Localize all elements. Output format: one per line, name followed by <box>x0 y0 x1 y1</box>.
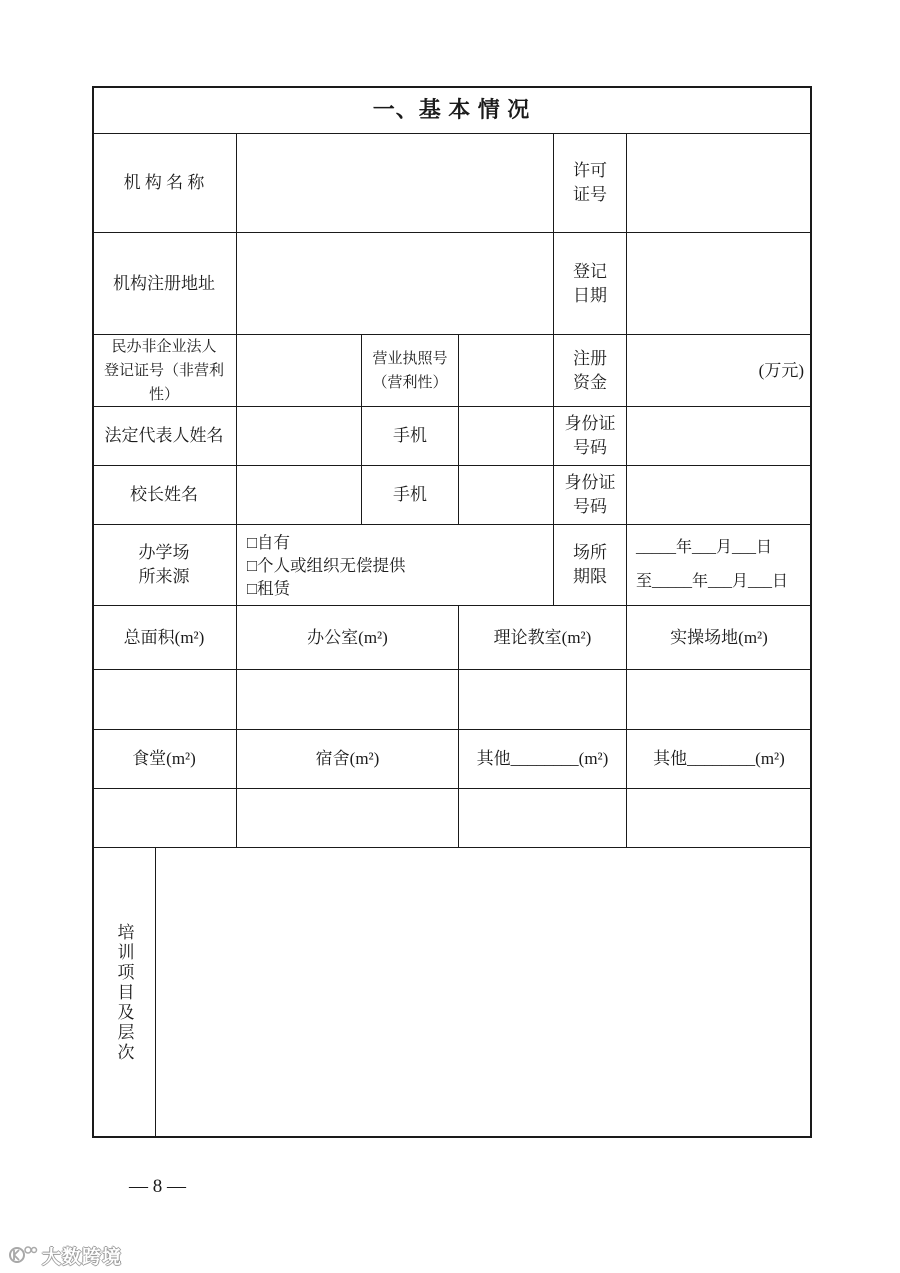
reg-address-label-cell <box>92 233 237 335</box>
principal-id-value-cell <box>627 466 812 525</box>
area-header-classroom-label: 理论教室(m²) <box>493 627 592 647</box>
principal-name-label-cell <box>92 466 237 525</box>
area-header-dormitory-label: 宿舍(m²) <box>315 749 380 768</box>
nonprofit-cert-label-line: 登记证号（非营利 <box>103 362 224 379</box>
area-value-dormitory-cell <box>237 789 459 848</box>
license-no-label-line: 证号 <box>573 185 607 204</box>
area-value-office-cell <box>237 670 459 730</box>
reg-capital-unit: (万元) <box>758 360 804 380</box>
watermark <box>8 1241 122 1269</box>
business-license-label-line: （营利性） <box>372 374 448 391</box>
area-header-other-1 <box>459 730 627 789</box>
business-license-label-cell <box>362 335 459 407</box>
legal-rep-phone-value-cell <box>459 407 554 466</box>
org-name-label-cell <box>92 134 237 233</box>
venue-source-options-cell <box>237 525 554 606</box>
principal-phone-label: 手机 <box>393 485 427 504</box>
area-header-dormitory <box>237 730 459 789</box>
principal-name-value-cell <box>237 466 362 525</box>
area-header-canteen <box>92 730 237 789</box>
reg-date-label-line: 登记 <box>573 261 607 281</box>
venue-term-dates-cell <box>627 525 812 606</box>
reg-capital-label-line: 资金 <box>573 372 607 392</box>
nonprofit-cert-value-cell <box>237 335 362 407</box>
reg-address-label: 机构注册地址 <box>113 273 215 293</box>
venue-source-label-line: 办学场 <box>138 543 190 562</box>
license-no-label-line: 许可 <box>573 161 607 180</box>
area-header-practice-label: 实操场地(m²) <box>670 627 768 647</box>
legal-rep-id-label-line: 身份证 <box>564 414 616 433</box>
venue-term-start-date: _____年___月___日 <box>636 539 773 556</box>
venue-term-label-line: 期限 <box>573 567 607 586</box>
area-header-canteen-label: 食堂(m²) <box>132 749 196 768</box>
nonprofit-cert-label-cell <box>92 335 237 407</box>
area-value-other-1-cell <box>459 789 627 848</box>
area-header-total-label: 总面积(m²) <box>123 627 205 647</box>
area-value-classroom-cell <box>459 670 627 730</box>
nonprofit-cert-label-line: 性） <box>148 386 179 403</box>
legal-rep-name-value-cell <box>237 407 362 466</box>
business-license-value-cell <box>459 335 554 407</box>
area-header-other-2 <box>627 730 812 789</box>
area-value-canteen-cell <box>92 789 237 848</box>
venue-source-label-line: 所来源 <box>138 567 190 586</box>
page-number: — 8 — <box>129 1176 186 1197</box>
watermark-text: 大数跨境 <box>42 1245 123 1268</box>
reg-capital-label-line: 注册 <box>573 348 607 368</box>
section-title-text: 一、基 本 情 况 <box>372 96 531 122</box>
venue-source-option-leased: □租赁 <box>247 578 290 598</box>
legal-rep-phone-label: 手机 <box>393 426 427 445</box>
legal-rep-name-label-cell <box>92 407 237 466</box>
area-value-other-2-cell <box>627 789 812 848</box>
license-no-label-cell <box>554 134 627 233</box>
area-header-other-1-label: 其他________(m²) <box>476 749 609 768</box>
area-header-classroom <box>459 606 627 670</box>
area-header-office <box>237 606 459 670</box>
venue-term-label-line: 场所 <box>573 543 607 562</box>
legal-rep-name-label: 法定代表人姓名 <box>104 426 224 445</box>
basic-info-form-table <box>92 86 812 1138</box>
area-value-practice-cell <box>627 670 812 730</box>
reg-address-value-cell <box>237 233 554 335</box>
venue-source-option-owned: □自有 <box>247 532 290 552</box>
venue-term-end-date: 至_____年___月___日 <box>636 573 789 590</box>
principal-id-label-line: 身份证 <box>564 473 616 492</box>
reg-capital-label-cell <box>554 335 627 407</box>
reg-date-label-cell <box>554 233 627 335</box>
area-header-practice <box>627 606 812 670</box>
principal-phone-label-cell <box>362 466 459 525</box>
area-header-other-2-label: 其他________(m²) <box>653 749 785 768</box>
training-label: 培训项目及层次 <box>114 922 134 1063</box>
org-name-label: 机 构 名 称 <box>123 173 205 192</box>
logo-icon <box>8 1243 38 1267</box>
legal-rep-id-label-cell <box>554 407 627 466</box>
business-license-label-line: 营业执照号 <box>372 350 448 367</box>
legal-rep-id-value-cell <box>627 407 812 466</box>
principal-name-label: 校长姓名 <box>130 485 198 504</box>
area-header-total <box>92 606 237 670</box>
reg-date-value-cell <box>627 233 812 335</box>
venue-source-label-cell <box>92 525 237 606</box>
principal-phone-value-cell <box>459 466 554 525</box>
venue-term-label-cell <box>554 525 627 606</box>
license-no-value-cell <box>627 134 812 233</box>
training-value-cell <box>156 848 812 1138</box>
org-name-value-cell <box>237 134 554 233</box>
reg-date-label-line: 日期 <box>573 285 607 305</box>
area-value-total-cell <box>92 670 237 730</box>
legal-rep-phone-label-cell <box>362 407 459 466</box>
principal-id-label-line: 号码 <box>573 497 607 516</box>
reg-capital-value-cell <box>627 335 812 407</box>
section-title <box>92 86 812 134</box>
training-label-cell <box>92 848 156 1138</box>
venue-source-option-free-provided: □个人或组织无偿提供 <box>247 555 406 575</box>
area-header-office-label: 办公室(m²) <box>307 627 388 647</box>
principal-id-label-cell <box>554 466 627 525</box>
nonprofit-cert-label-line: 民办非企业法人 <box>111 338 217 355</box>
legal-rep-id-label-line: 号码 <box>573 438 607 457</box>
